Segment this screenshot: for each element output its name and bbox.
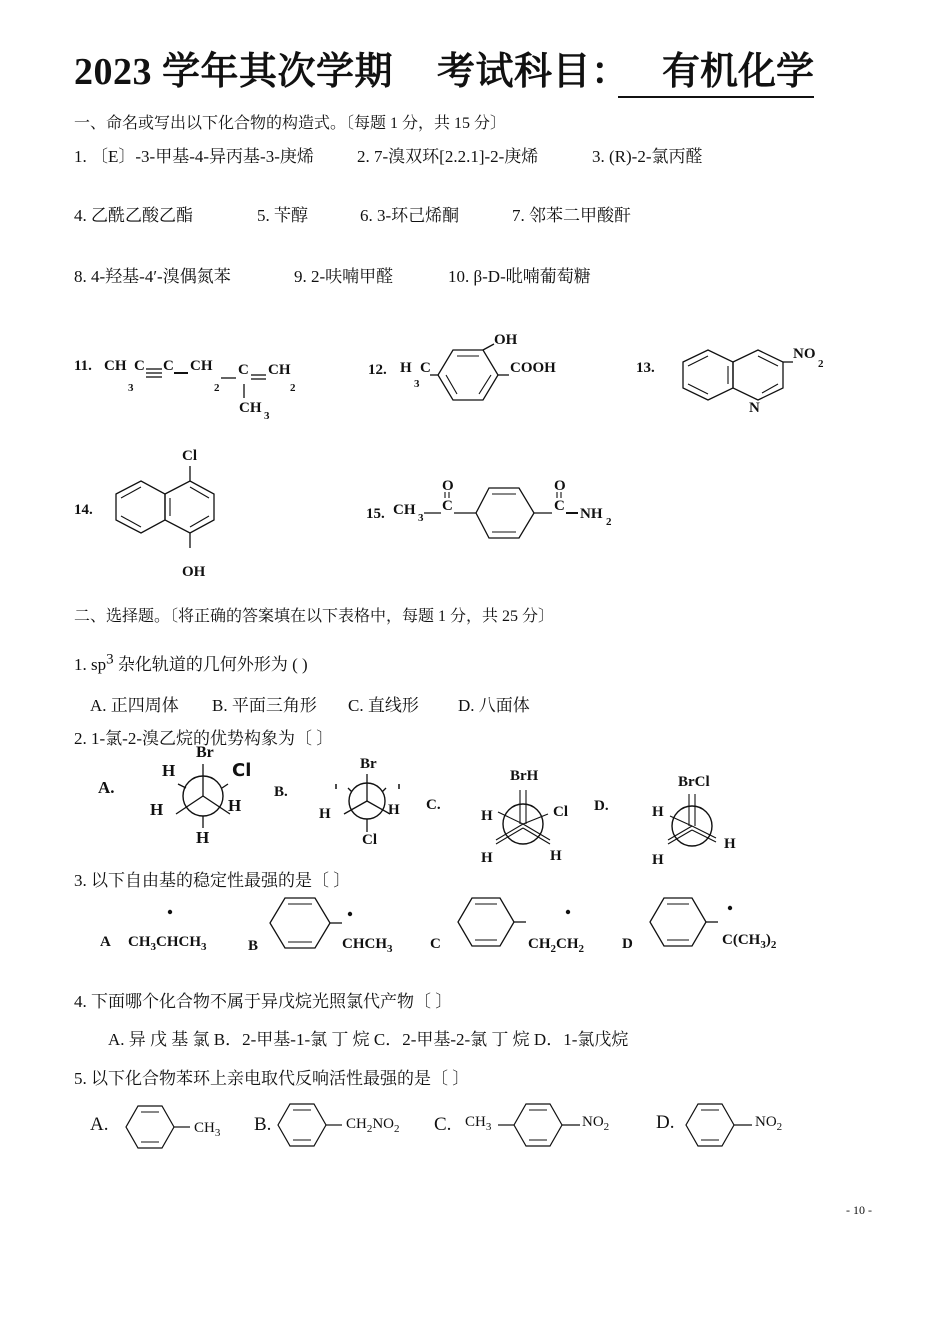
q1-option-a[interactable]: A. 正四周体 <box>90 696 179 715</box>
q1-option-d[interactable]: D. 八面体 <box>458 696 530 715</box>
choice-question-3: 3. 以下自由基的稳定性最强的是〔 〕 <box>74 871 351 890</box>
q4-options[interactable]: A. 异 戊 基 氯 B．2-甲基-1-氯 丁 烷 C．2-甲基-2-氯 丁 烷 D．1-氯戊烷 <box>108 1030 629 1049</box>
q2-option-c[interactable]: C. BrH Cl H H H <box>426 768 568 866</box>
q3-option-a[interactable]: A $CH_3CHCH_3$ <box>100 900 240 960</box>
page-number: - 10 - <box>846 1203 872 1217</box>
choice-question-4: 4. 下面哪个化合物不属于异戊烷光照氯代产物〔 〕 <box>74 992 453 1011</box>
q1-option-c[interactable]: C. 直线形 <box>348 696 419 715</box>
structure-11: 11. CH C C CH C CH 3 2 2 CH 3 <box>74 358 296 422</box>
subject-underline <box>618 96 814 98</box>
q3-option-c[interactable]: C $CH_2CH_2$ <box>430 890 630 960</box>
structure-14: 14. Cl OH <box>74 446 234 586</box>
question-3: 3. (R)-2-氯丙醛 <box>592 147 703 166</box>
q2-option-a[interactable]: A. Br Cl H H H H <box>98 744 252 847</box>
structure-15: 15. CH 3 C O C O NH 2 <box>366 478 626 548</box>
q5-option-d[interactable]: D. $NO_2$ <box>656 1100 816 1156</box>
choice-question-2: 2. 1-氯-2-溴乙烷的优势构象为〔 〕 <box>74 729 334 748</box>
structure-13: 13. NO 2 N <box>636 346 824 416</box>
question-2: 2. 7-溴双环[2.2.1]-2-庚烯 <box>357 147 539 166</box>
question-7: 7. 邻苯二甲酸酐 <box>512 206 631 225</box>
question-5: 5. 苄醇 <box>257 206 308 225</box>
exam-subject: 有机化学 <box>662 51 815 93</box>
q5-option-a[interactable]: A. $CH_3$ <box>90 1100 240 1156</box>
q5-option-b[interactable]: B. $CH_2NO_2$ <box>254 1100 434 1156</box>
section2-heading: 二、选择题。〔将正确的答案填在以下表格中，每题 1 分，共 25 分〕 <box>74 608 555 625</box>
section1-heading: 一、命名或写出以下化合物的构造式。〔每题 1 分，共 15 分〕 <box>74 115 507 132</box>
question-9: 9. 2-呋喃甲醛 <box>294 267 394 286</box>
q3-option-d[interactable]: D $C(CH_3)_2$ <box>622 890 812 960</box>
exam-title: 2023 学年其次学期 考试科目： <box>74 51 630 93</box>
choice-question-5: 5. 以下化合物苯环上亲电取代反响活性最强的是〔 〕 <box>74 1069 470 1088</box>
question-10: 10. β-D-吡喃葡萄糖 <box>448 267 591 286</box>
question-6: 6. 3-环己烯酮 <box>360 206 460 225</box>
choice-question-1: 1. $sp^3$ 杂化轨道的几何外形为 ( ) <box>74 651 308 674</box>
question-4: 4. 乙酰乙酸乙酯 <box>74 206 193 225</box>
q2-option-b[interactable]: B. Br Cl H H <box>274 756 400 848</box>
q1-option-b[interactable]: B. 平面三角形 <box>212 696 317 715</box>
q3-option-b[interactable]: B $CHCH_3$ <box>248 890 418 960</box>
question-8: 8. 4-羟基-4′-溴偶氮苯 <box>74 267 231 286</box>
q5-option-c[interactable]: C. $CH_3$ $NO_2$ <box>434 1100 634 1156</box>
q2-option-d[interactable]: D. BrCl H H H <box>594 774 736 868</box>
structure-12: 12. H C 3 OH COOH <box>368 330 568 410</box>
question-1: 1. 〔E〕-3-甲基-4-异丙基-3-庚烯 <box>74 147 314 166</box>
